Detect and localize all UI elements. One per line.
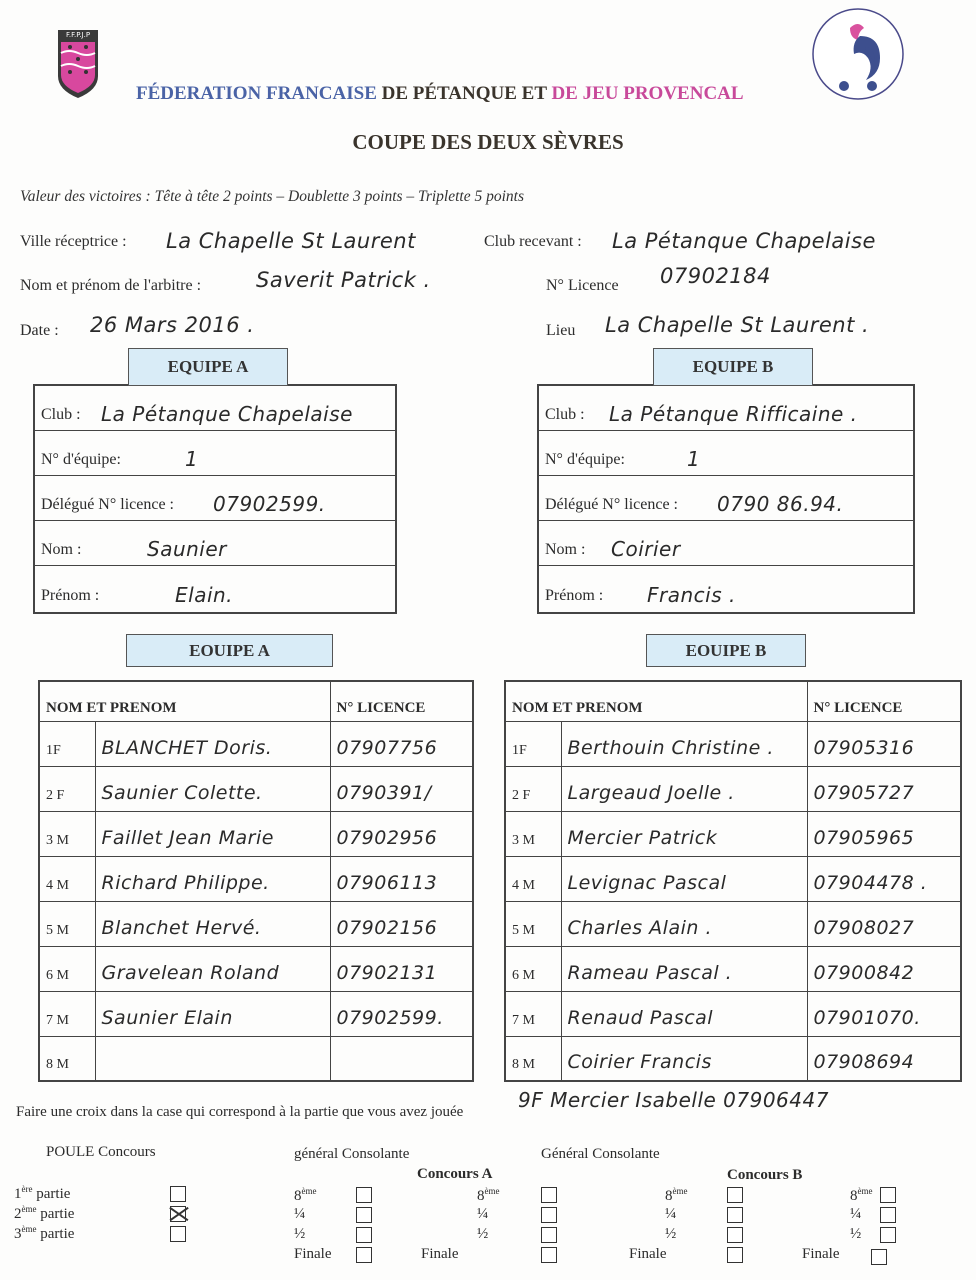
roster-b-badge: EOUIPE B: [646, 634, 806, 667]
roster-a-badge: EOUIPE A: [126, 634, 333, 667]
equipe-a-delegue-row: [35, 476, 395, 521]
cons-b-half-checkbox[interactable]: [880, 1227, 896, 1243]
cons-a-half-label: ½: [477, 1226, 489, 1242]
row-number: 7 M: [39, 991, 95, 1036]
equipe-b-delegue-row: [539, 476, 913, 521]
row-number: 5 M: [39, 901, 95, 946]
lieu-value[interactable]: La Chapelle St Laurent .: [605, 313, 870, 337]
cons-a-8-label: 8ème: [477, 1186, 500, 1204]
lieu-label: Lieu: [546, 322, 576, 339]
player-name[interactable]: Charles Alain .: [561, 901, 807, 946]
player-name[interactable]: Renaud Pascal: [561, 991, 807, 1036]
player-name[interactable]: Saunier Elain: [95, 991, 330, 1036]
equipe-a-nom-value[interactable]: Saunier: [147, 537, 227, 561]
licence-label: N° Licence: [546, 277, 619, 294]
table-row: [505, 721, 961, 766]
equipe-b-num-row: [539, 431, 913, 476]
row-number: 4 M: [505, 856, 561, 901]
equipe-b-num-value[interactable]: 1: [687, 447, 701, 471]
cons-b-quarter-label: ¼: [850, 1206, 862, 1222]
col-licence: N° LICENCE: [807, 681, 961, 721]
ville-value[interactable]: La Chapelle St Laurent: [166, 229, 416, 253]
player-licence[interactable]: 07902599.: [330, 991, 473, 1036]
equipe-b-club-row: [539, 386, 913, 431]
gen-a-half-checkbox[interactable]: [356, 1227, 372, 1243]
row-number: 3 M: [39, 811, 95, 856]
arbitre-value[interactable]: Saverit Patrick .: [256, 268, 431, 292]
gen-b-half-label: ½: [665, 1226, 677, 1242]
cons-a-quarter-checkbox[interactable]: [541, 1207, 557, 1223]
cons-a-final-checkbox[interactable]: [541, 1247, 557, 1263]
row-number: 7 M: [505, 991, 561, 1036]
equipe-b-nom-row: [539, 521, 913, 566]
prenom-label: Prénom :: [545, 587, 604, 604]
row-number: 2 F: [39, 766, 95, 811]
row-number: 2 F: [505, 766, 561, 811]
player-name[interactable]: Richard Philippe.: [95, 856, 330, 901]
cons-a-8-checkbox[interactable]: [541, 1187, 557, 1203]
equipe-b-delegue-value[interactable]: 0790 86.94.: [717, 492, 844, 516]
nom-label: Nom :: [545, 541, 586, 558]
roster-a-table: [38, 680, 474, 1082]
player-name[interactable]: Levignac Pascal: [561, 856, 807, 901]
equipe-a-num-row: [35, 431, 395, 476]
delegue-label: Délégué N° licence :: [545, 496, 678, 513]
equipe-a-prenom-row: [35, 566, 395, 611]
player-name[interactable]: Berthouin Christine .: [561, 721, 807, 766]
player-name[interactable]: [95, 1036, 330, 1081]
delegue-label: Délégué N° licence :: [41, 496, 174, 513]
row-number: 8 M: [39, 1036, 95, 1081]
equipe-a-num-value[interactable]: 1: [185, 447, 199, 471]
player-name[interactable]: Saunier Colette.: [95, 766, 330, 811]
player-licence[interactable]: 07902156: [330, 901, 473, 946]
gen-a-8-label: 8ème: [294, 1186, 317, 1204]
player-licence[interactable]: [330, 1036, 473, 1081]
player-licence[interactable]: 07906113: [330, 856, 473, 901]
poule-2-label: 2ème partie: [14, 1204, 75, 1222]
federation-part-1: FÉDERATION FRANCAISE: [136, 83, 377, 104]
equipe-a-club-value[interactable]: La Pétanque Chapelaise: [101, 402, 353, 426]
poule-header: POULE Concours: [46, 1144, 156, 1160]
table-row: [505, 991, 961, 1036]
table-row: [505, 811, 961, 856]
row-number: 6 M: [505, 946, 561, 991]
gen-b-8-checkbox[interactable]: [727, 1187, 743, 1203]
col-nom-prenom: NOM ET PRENOM: [505, 681, 807, 721]
club-recevant-label: Club recevant :: [484, 233, 582, 250]
row-number: 6 M: [39, 946, 95, 991]
player-licence[interactable]: 07908027: [807, 901, 961, 946]
player-name[interactable]: Rameau Pascal .: [561, 946, 807, 991]
player-licence[interactable]: 07902956: [330, 811, 473, 856]
svg-text:F.F.P.J.P: F.F.P.J.P: [65, 31, 91, 39]
gen-b-final-label: Finale: [629, 1246, 667, 1262]
cons-b-final-label: Finale: [802, 1246, 840, 1262]
table-row: [39, 946, 473, 991]
equipe-b-prenom-row: [539, 566, 913, 611]
gen-a-quarter-label: ¼: [294, 1206, 306, 1222]
gen-a-half-label: ½: [294, 1226, 306, 1242]
roster-b-table: [504, 680, 962, 1082]
ffpjp-rooster-logo: [810, 6, 906, 102]
victory-values: Valeur des victoires : Tête à tête 2 points – Doublette 3 points – Triplette 5 points: [20, 188, 524, 205]
cons-b-final-checkbox[interactable]: [871, 1249, 887, 1265]
page-title: COUPE DES DEUX SÈVRES: [352, 130, 624, 154]
poule-1-checkbox[interactable]: [170, 1186, 186, 1202]
player-name[interactable]: Coirier Francis: [561, 1036, 807, 1081]
player-name[interactable]: Gravelean Roland: [95, 946, 330, 991]
table-row: [505, 856, 961, 901]
player-licence[interactable]: 07905727: [807, 766, 961, 811]
equipe-b-club-value[interactable]: La Pétanque Rifficaine .: [609, 402, 858, 426]
ffpjp-deux-sevres-logo: [56, 28, 100, 100]
col-nom-prenom: NOM ET PRENOM: [39, 681, 330, 721]
player-licence[interactable]: 07901070.: [807, 991, 961, 1036]
player-licence[interactable]: 07905316: [807, 721, 961, 766]
player-licence[interactable]: 07904478 .: [807, 856, 961, 901]
poule-2-checkbox[interactable]: [170, 1206, 186, 1222]
federation-name: [136, 83, 744, 105]
equipe-b-nom-value[interactable]: Coirier: [611, 537, 681, 561]
equipe-b-prenom-value[interactable]: Francis .: [647, 583, 736, 607]
equipe-b-info-box: [537, 384, 915, 614]
row-number: 3 M: [505, 811, 561, 856]
gen-b-final-checkbox[interactable]: [727, 1247, 743, 1263]
roster-b-header-row: [505, 681, 961, 721]
poule-3-checkbox[interactable]: [170, 1226, 186, 1242]
equipe-a-prenom-value[interactable]: Elain.: [175, 583, 234, 607]
roster-a-header-row: [39, 681, 473, 721]
col-licence: N° LICENCE: [330, 681, 473, 721]
club-label: Club :: [545, 406, 585, 423]
equipe-a-delegue-value[interactable]: 07902599.: [213, 492, 326, 516]
general-consolante-a-header: général Consolante: [294, 1146, 410, 1162]
row-number: 8 M: [505, 1036, 561, 1081]
club-recevant-value[interactable]: La Pétanque Chapelaise: [612, 229, 876, 253]
concours-a-header: Concours A: [417, 1166, 493, 1182]
table-row: [505, 946, 961, 991]
row-number: 1F: [39, 721, 95, 766]
cons-a-quarter-label: ¼: [477, 1206, 489, 1222]
table-row: [39, 1036, 473, 1081]
gen-a-final-checkbox[interactable]: [356, 1247, 372, 1263]
row-number: 4 M: [39, 856, 95, 901]
player-licence[interactable]: 07907756: [330, 721, 473, 766]
table-row: [39, 811, 473, 856]
num-equipe-label: N° d'équipe:: [545, 451, 625, 468]
row-number: 1F: [505, 721, 561, 766]
concours-b-header: Concours B: [727, 1167, 803, 1183]
player-name[interactable]: Mercier Patrick: [561, 811, 807, 856]
ville-label: Ville réceptrice :: [20, 233, 127, 250]
cons-b-half-label: ½: [850, 1226, 862, 1242]
table-row: [39, 766, 473, 811]
table-row: [39, 991, 473, 1036]
arbitre-label: Nom et prénom de l'arbitre :: [20, 277, 202, 294]
gen-a-8-checkbox[interactable]: [356, 1187, 372, 1203]
table-row: [39, 856, 473, 901]
prenom-label: Prénom :: [41, 587, 100, 604]
player-name[interactable]: Largeaud Joelle .: [561, 766, 807, 811]
gen-a-final-label: Finale: [294, 1246, 332, 1262]
gen-b-8-label: 8ème: [665, 1186, 688, 1204]
table-row: [39, 721, 473, 766]
cons-a-final-label: Finale: [421, 1246, 459, 1262]
row-number: 5 M: [505, 901, 561, 946]
gen-b-quarter-checkbox[interactable]: [727, 1207, 743, 1223]
cons-a-half-checkbox[interactable]: [541, 1227, 557, 1243]
federation-part-2: DE PÉTANQUE ET: [381, 83, 547, 104]
equipe-a-nom-row: [35, 521, 395, 566]
player-name[interactable]: Faillet Jean Marie: [95, 811, 330, 856]
gen-a-quarter-checkbox[interactable]: [356, 1207, 372, 1223]
poule-1-label: 1ère partie: [14, 1184, 71, 1202]
date-label: Date :: [20, 322, 59, 339]
player-name[interactable]: Blanchet Hervé.: [95, 901, 330, 946]
table-row: [505, 901, 961, 946]
player-licence[interactable]: 07905965: [807, 811, 961, 856]
date-value[interactable]: 26 Mars 2016 .: [90, 313, 255, 337]
poule-3-label: 3ème partie: [14, 1224, 75, 1242]
gen-b-half-checkbox[interactable]: [727, 1227, 743, 1243]
num-equipe-label: N° d'équipe:: [41, 451, 121, 468]
table-row: [505, 766, 961, 811]
extra-player-note[interactable]: 9F Mercier Isabelle 07906447: [518, 1088, 829, 1112]
cons-b-quarter-checkbox[interactable]: [880, 1207, 896, 1223]
equipe-b-badge: EQUIPE B: [653, 348, 813, 386]
player-licence[interactable]: 0790391/: [330, 766, 473, 811]
licence-value[interactable]: 07902184: [660, 264, 771, 288]
gen-b-quarter-label: ¼: [665, 1206, 677, 1222]
equipe-a-club-row: [35, 386, 395, 431]
player-licence[interactable]: 07900842: [807, 946, 961, 991]
federation-part-3: DE JEU PROVENCAL: [551, 83, 744, 104]
player-name[interactable]: BLANCHET Doris.: [95, 721, 330, 766]
equipe-a-badge: EQUIPE A: [128, 348, 288, 386]
cons-b-8-checkbox[interactable]: [880, 1187, 896, 1203]
general-consolante-b-header: Général Consolante: [541, 1146, 660, 1162]
table-row: [505, 1036, 961, 1081]
nom-label: Nom :: [41, 541, 82, 558]
club-label: Club :: [41, 406, 81, 423]
cons-b-8-label: 8ème: [850, 1186, 873, 1204]
table-row: [39, 901, 473, 946]
instruction-text: Faire une croix dans la case qui correspond à la partie que vous avez jouée: [16, 1104, 464, 1120]
player-licence[interactable]: 07908694: [807, 1036, 961, 1081]
equipe-a-info-box: [33, 384, 397, 614]
player-licence[interactable]: 07902131: [330, 946, 473, 991]
